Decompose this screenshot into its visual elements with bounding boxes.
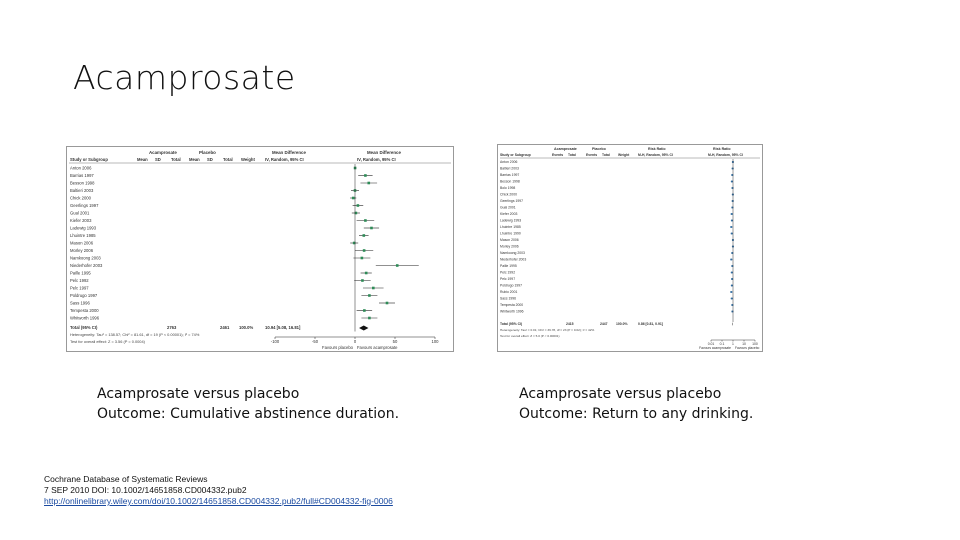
effect-marker <box>731 278 733 280</box>
effect-marker <box>361 279 364 282</box>
col-sd-p: SD <box>207 157 213 162</box>
caption-cumulative-abstinence <box>97 384 399 424</box>
study-name: Kiefer 2003 <box>500 212 518 217</box>
total-weight: 100.0% <box>616 322 628 326</box>
study-name: Morley 2006 <box>70 248 94 253</box>
study-name: Pelc 1992 <box>500 270 516 275</box>
study-name: Paille 1995 <box>500 264 517 269</box>
heterogeneity-text: Heterogeneity: Tau² = 0.01; Chi² = 39.78, df = 23 (P = 0.02); I² = 42% <box>500 328 595 332</box>
effect-marker <box>731 298 733 300</box>
col-mean-p: Mean <box>189 157 200 162</box>
x-axis <box>271 337 439 344</box>
header-risk-ratio: Risk Ratio <box>648 147 666 151</box>
effect-marker <box>730 259 732 261</box>
effect-marker <box>396 264 399 267</box>
axis-tick-label: 10 <box>742 342 746 346</box>
forest-plot-cumulative-abstinence <box>66 146 454 352</box>
effect-marker <box>352 197 355 200</box>
study-name: Poldrugo 1997 <box>70 293 98 298</box>
axis-tick-label: -100 <box>270 339 280 344</box>
study-name: Barrias 1997 <box>500 173 520 178</box>
axis-tick-label: 1 <box>732 342 734 346</box>
col-study: Study or Subgroup <box>70 157 108 162</box>
overall-effect-text: Test for overall effect: Z = 3.56 (P = 0.0004) <box>70 339 145 344</box>
header-acamprosate: Acamprosate <box>554 147 577 151</box>
study-name: Ladewig 1993 <box>70 225 97 231</box>
effect-marker <box>368 294 371 297</box>
caption-left-line2: Outcome: Cumulative abstinence duration. <box>97 406 400 422</box>
study-name: Besson 1998 <box>500 179 520 184</box>
axis-tick-label: 100 <box>752 342 758 346</box>
effect-marker <box>361 257 364 260</box>
col-total-a: Total <box>568 153 576 157</box>
header-risk-ratio-plot: Risk Ratio <box>713 147 731 151</box>
citation-link[interactable]: http://onlinelibrary.wiley.com/doi/10.1002/14651858.CD004332.pub2/full#CD004332-fig-0006 <box>44 496 393 506</box>
study-name: Pelc 1992 <box>70 278 89 283</box>
effect-marker <box>364 219 367 222</box>
column-headers <box>500 153 743 157</box>
study-name: Morley 2006 <box>500 244 519 249</box>
study-name: Whitworth 1996 <box>70 315 100 321</box>
study-name: Ladewig 1993 <box>500 218 522 223</box>
total-effect: 0.86 [0.81, 0.91] <box>638 322 663 326</box>
axis-tick-label: 0.1 <box>719 342 725 346</box>
effect-marker <box>364 174 367 177</box>
axis-tick-label: 0.01 <box>707 342 715 346</box>
effect-marker <box>731 272 733 274</box>
forest-plot-area <box>730 159 734 326</box>
total-label: Total (95% CI) <box>500 322 523 326</box>
axis-tick-label: 50 <box>392 339 398 344</box>
study-name: Sass 1996 <box>70 300 90 306</box>
column-headers <box>70 157 396 162</box>
col-study: Study or Subgroup <box>500 153 531 157</box>
effect-marker <box>363 249 366 252</box>
effect-marker <box>731 285 733 287</box>
axis-tick-label: 0 <box>353 339 357 344</box>
caption-left-line1: Acamprosate versus placebo <box>97 386 300 402</box>
total-n-placebo: 2461 <box>220 325 230 330</box>
col-total-p: Total <box>223 157 233 162</box>
axis-tick-label: 100 <box>431 339 439 344</box>
study-name: Tempesta 2000 <box>70 308 99 313</box>
header-group <box>554 147 731 151</box>
heterogeneity-text: Heterogeneity: Tau² = 138.57; Chi² = 81.61, df = 19 (P < 0.00001); I² = 74% <box>70 332 200 337</box>
axis-label-favours-acamprosate: Favours acamprosate <box>699 346 731 350</box>
study-name: Geerlings 1997 <box>70 203 99 208</box>
axis-label-favours-placebo: Favours placebo <box>735 346 760 350</box>
forest-plot-right-svg <box>498 145 762 351</box>
study-name: Namkoong 2003 <box>70 255 101 261</box>
study-name: Chick 2000 <box>70 195 91 201</box>
col-mean-a: Mean <box>137 157 148 162</box>
header-placebo: Placebo <box>199 150 216 155</box>
total-row <box>70 325 301 330</box>
col-ci-plot: IV, Random, 95% CI <box>357 157 396 162</box>
col-total-a: Total <box>171 157 181 162</box>
study-rows <box>70 166 103 321</box>
total-n-acamprosate: 2415 <box>566 322 574 326</box>
forest-plot-left-svg <box>67 147 453 351</box>
study-name: Tempesta 2000 <box>500 303 524 308</box>
citation <box>44 474 393 507</box>
study-name: Anton 2006 <box>70 165 92 171</box>
axis-label-favours-placebo: Favours placebo <box>322 345 353 350</box>
study-name: Lhuintre 1985 <box>70 233 96 238</box>
pooled-diamond <box>732 322 733 326</box>
col-weight: Weight <box>241 157 255 162</box>
study-name: Lhuintre 1985 <box>500 225 521 230</box>
study-name: Namkoong 2003 <box>500 251 525 256</box>
caption-return-to-drinking <box>519 384 753 424</box>
caption-right-line2: Outcome: Return to any drinking. <box>519 406 754 422</box>
col-sd-a: SD <box>155 157 161 162</box>
study-name: Niederhofer 2003 <box>500 257 527 262</box>
effect-marker <box>731 233 733 235</box>
effect-marker <box>732 200 734 202</box>
study-name: Pelc 1997 <box>500 277 516 282</box>
col-total-p: Total <box>602 153 610 157</box>
col-ci-plot: M-H, Random, 95% CI <box>708 153 743 157</box>
caption-right-line1: Acamprosate versus placebo <box>519 386 722 402</box>
total-effect: 10.94 [5.08, 16.81] <box>265 325 301 330</box>
header-mean-diff-plot: Mean Difference <box>367 150 401 155</box>
study-name: Rubio 2001 <box>500 290 518 295</box>
study-name: Mason 2006 <box>500 238 519 243</box>
study-name: Gual 2001 <box>70 210 90 216</box>
study-name: Paille 1995 <box>70 270 91 276</box>
effect-marker <box>363 234 366 237</box>
study-name: Anton 2006 <box>500 160 518 165</box>
col-weight: Weight <box>618 153 630 157</box>
overall-effect-text: Test for overall effect: Z = 5.0 (P < 0.00001) <box>500 334 560 338</box>
effect-marker <box>372 287 375 290</box>
effect-marker <box>730 226 732 228</box>
col-ci: M-H, Random, 95% CI <box>638 153 673 157</box>
study-name: Niederhofer 2003 <box>70 263 103 268</box>
study-name: Whitworth 1996 <box>500 309 524 314</box>
forest-plot-area <box>350 164 419 332</box>
pooled-diamond <box>359 326 368 331</box>
study-name: Barrias 1997 <box>70 173 94 178</box>
effect-marker <box>370 227 373 230</box>
effect-marker <box>731 181 733 183</box>
header-acamprosate: Acamprosate <box>149 150 177 155</box>
study-name: Besson 1998 <box>70 180 95 186</box>
effect-marker <box>368 317 371 320</box>
effect-marker <box>363 309 366 312</box>
col-events-a: Events <box>552 153 564 157</box>
study-name: Kiefer 2003 <box>70 218 92 223</box>
header-placebo: Placebo <box>592 147 606 151</box>
total-label: Total (95% CI) <box>70 325 98 330</box>
effect-marker <box>357 204 360 207</box>
study-name: Mason 2006 <box>70 240 94 246</box>
effect-marker <box>732 168 734 170</box>
study-name: Bolo 1998 <box>500 186 516 191</box>
study-rows <box>500 160 526 314</box>
effect-marker <box>731 220 733 222</box>
axis-label-favours-acamprosate: Favours acamprosate <box>357 345 398 350</box>
slide-title: Acamprosate <box>73 58 296 97</box>
study-name: Geerlings 1997 <box>500 199 523 204</box>
effect-marker <box>365 272 368 275</box>
study-name: Gual 2001 <box>500 205 516 210</box>
total-n-acamprosate: 2763 <box>167 325 177 330</box>
effect-marker <box>386 302 389 305</box>
forest-plot-return-to-drinking <box>497 144 763 352</box>
effect-marker <box>731 213 733 215</box>
effect-marker <box>730 291 732 293</box>
study-name: Chick 2000 <box>500 192 517 197</box>
axis-tick-label: -50 <box>311 339 319 344</box>
citation-doi: 7 SEP 2010 DOI: 10.1002/14651858.CD004332.pub2 <box>44 485 247 495</box>
citation-source: Cochrane Database of Systematic Reviews <box>44 474 208 484</box>
study-name: Pelc 1997 <box>70 285 89 291</box>
header-mean-diff: Mean Difference <box>272 150 306 155</box>
total-row <box>500 322 663 326</box>
study-name: Poldrugo 1997 <box>500 283 523 288</box>
study-name: Sass 1996 <box>500 296 517 301</box>
effect-marker <box>367 182 370 185</box>
col-events-p: Events <box>586 153 598 157</box>
col-ci: IV, Random, 95% CI <box>265 157 304 162</box>
study-name: Baltieri 2003 <box>70 188 94 193</box>
study-name: Baltieri 2003 <box>500 166 519 171</box>
total-weight: 100.0% <box>239 325 254 330</box>
header-group <box>149 150 401 155</box>
study-name: Lhuintre 1990 <box>500 231 521 236</box>
total-n-placebo: 2447 <box>600 322 608 326</box>
